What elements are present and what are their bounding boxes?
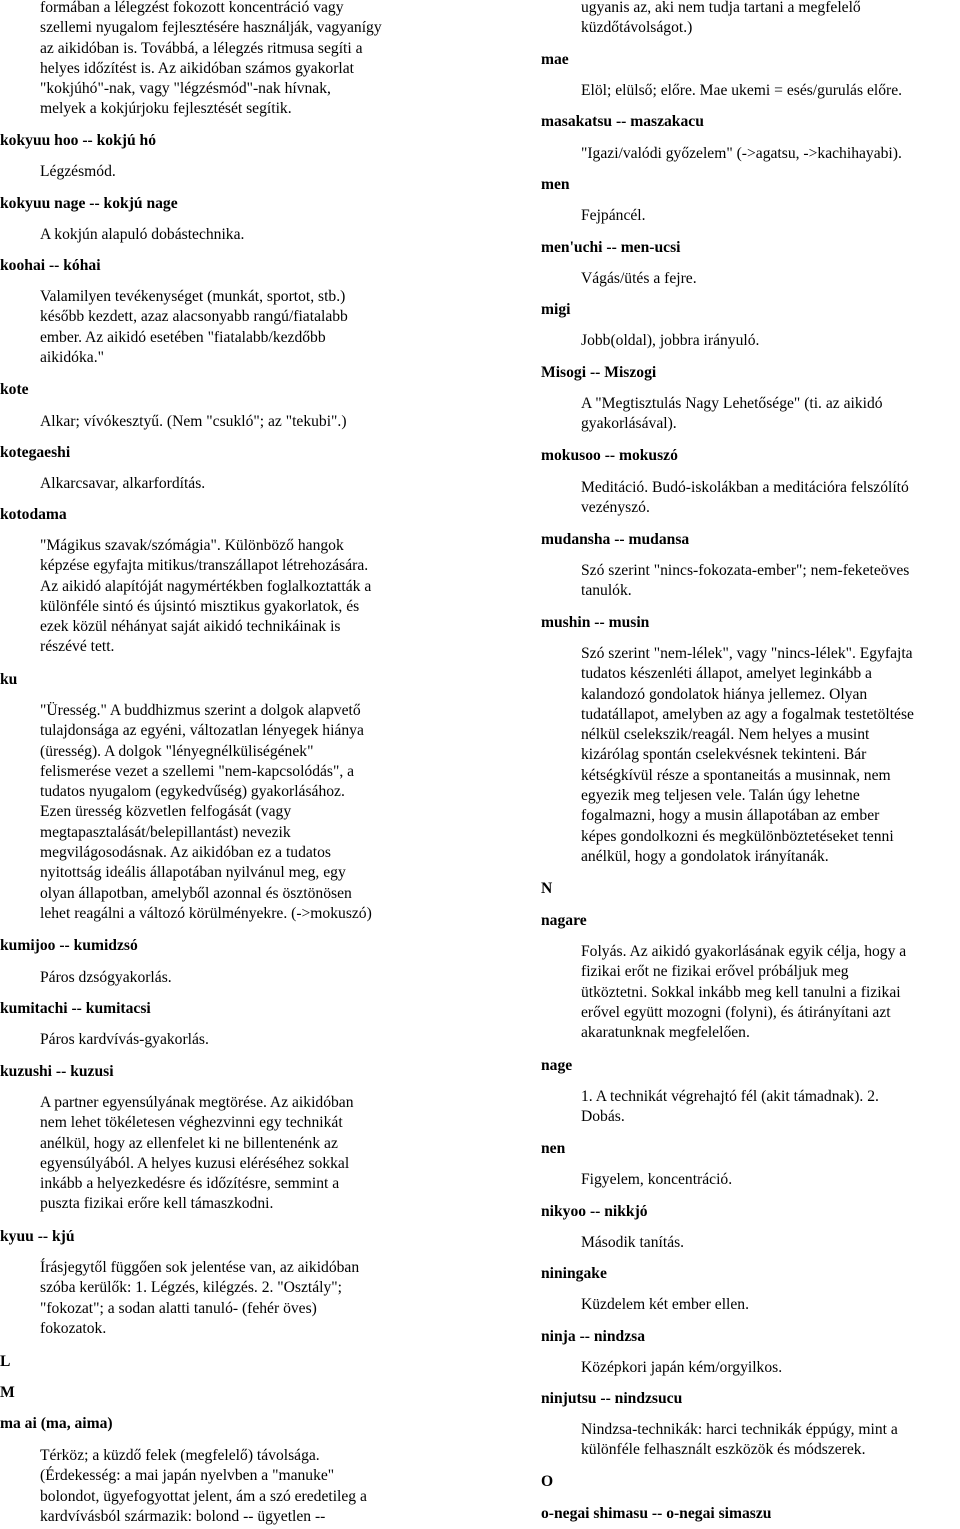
- term-kotegaeshi: kotegaeshi: [0, 444, 71, 461]
- term-mudansha: mudansha -- mudansa: [541, 531, 690, 548]
- term-nagare: nagare: [541, 912, 587, 929]
- section-letter-l: L: [0, 1353, 11, 1370]
- intro-paragraph: formában a lélegzést fokozott koncentráció vagy szellemi nyugalom fejlesztésére használják, vagyanígy az aikidóban is. Továbbá, a lélegzés ritmusa segíti a helyes időzítést is. Az aikidóban számos gyakorlat "kokjúhó"-nak, vagy "légzésmód"-nak hívnak, melyek a kokjúrjoku fejlesztését segítik.: [40, 0, 382, 118]
- definition-kumitachi: Páros kardvívás-gyakorlás.: [40, 1031, 209, 1048]
- definition-men: Fejpáncél.: [581, 207, 646, 224]
- definition-koohai: Valamilyen tevékenységet (munkát, sportot, stb.) később kezdett, azaz alacsonyabb rangú/fiatalabb ember. Az aikidó esetében "fiatalabb/kezdőbb aikidóka.": [40, 288, 348, 366]
- definition-nen: Figyelem, koncentráció.: [581, 1171, 733, 1188]
- term-migi: migi: [541, 301, 571, 318]
- definition-kumijoo: Páros dzsógyakorlás.: [40, 969, 172, 986]
- definition-mokusoo: Meditáció. Budó-iskolákban a meditációra felszólító vezényszó.: [581, 479, 909, 517]
- section-letter-m: M: [0, 1384, 15, 1401]
- definition-ninjutsu: Nindzsa-technikák: harci technikák éppúgy, mint a különféle felhasznált eszközök és módszerek.: [581, 1421, 898, 1459]
- term-mushin: mushin -- musin: [541, 614, 650, 631]
- definition-nage: 1. A technikát végrehajtó fél (akit támadnak). 2. Dobás.: [581, 1088, 879, 1126]
- term-kuzushi: kuzushi -- kuzusi: [0, 1063, 114, 1080]
- definition-ninja: Középkori japán kém/orgyilkos.: [581, 1359, 783, 1376]
- definition-nagare: Folyás. Az aikidó gyakorlásának egyik célja, hogy a fizikai erőt ne fizikai erővel próbáljuk meg ütköztetni. Sokkal inkább meg kell tanulni a fizikai erővel együtt mozogni (folyni), és átirányítani azt akaratunknak megfelelően.: [581, 943, 907, 1042]
- section-letter-n: N: [541, 880, 553, 897]
- definition-mae: Elöl; elülső; előre. Mae ukemi = esés/gurulás előre.: [581, 82, 903, 99]
- definition-kotegaeshi: Alkarcsavar, alkarfordítás.: [40, 475, 206, 492]
- term-ma-ai: ma ai (ma, aima): [0, 1415, 113, 1432]
- definition-kuzushi: A partner egyensúlyának megtörése. Az aikidóban nem lehet tökéletesen véghezvinni egy technikát anélkül, hogy az ellenfelet ki ne billentenénk az egyensúlyából. A helyes kuzusi eléréséhez sokkal inkább a helyezkedésre és időzítésre, semmint a puszta fizikai erőre kell támaszkodni.: [40, 1094, 354, 1213]
- term-o-negai-shimasu: o-negai shimasu -- o-negai simaszu: [541, 1505, 772, 1522]
- term-kyuu: kyuu -- kjú: [0, 1228, 75, 1245]
- term-ninjutsu: ninjutsu -- nindzsucu: [541, 1390, 683, 1407]
- term-masakatsu: masakatsu -- maszakacu: [541, 113, 704, 130]
- definition-migi: Jobb(oldal), jobbra irányuló.: [581, 332, 760, 349]
- term-misogi: Misogi -- Miszogi: [541, 364, 657, 381]
- term-mae: mae: [541, 51, 569, 68]
- term-nage: nage: [541, 1057, 573, 1074]
- definition-kotodama: "Mágikus szavak/szómágia". Különböző hangok képzése egyfajta mitikus/transzállapot létrehozására. Az aikidó alapítóját nagymértékben foglalkoztatták a különféle sintó és újsintó misztikus gyakorlatok, és ezek közül néhányat saját aikidó technikáinak is részévé tett.: [40, 537, 372, 656]
- definition-ma-ai: Térköz; a küzdő felek (megfelelő) távolsága. (Érdekesség: a mai japán nyelvben a "manuke" bolondot, ügyefogyottat jelent, ám a szó eredetileg a kardvívásból származik: bolond -- ügyetlen --: [40, 1447, 367, 1525]
- term-nen: nen: [541, 1140, 566, 1157]
- term-kokyuu-nage: kokyuu nage -- kokjú nage: [0, 195, 178, 212]
- term-ninja: ninja -- nindzsa: [541, 1328, 645, 1345]
- definition-misogi: A "Megtisztulás Nagy Lehetősége" (ti. az aikidó gyakorlásával).: [581, 395, 883, 433]
- term-kote: kote: [0, 381, 29, 398]
- term-kokyuu-hoo: kokyuu hoo -- kokjú hó: [0, 132, 157, 149]
- term-niningake: niningake: [541, 1265, 607, 1282]
- definition-niningake: Küzdelem két ember ellen.: [581, 1296, 749, 1313]
- term-men-uchi: men'uchi -- men-ucsi: [541, 239, 681, 256]
- term-men: men: [541, 176, 570, 193]
- definition-men-uchi: Vágás/ütés a fejre.: [581, 270, 697, 287]
- term-kumijoo: kumijoo -- kumidzsó: [0, 937, 138, 954]
- definition-ku: "Üresség." A buddhizmus szerint a dolgok alapvető tulajdonsága az egyéni, változatlan lényegek hiánya (üresség). A dolgok "lényegnélküliségének" felismerése vezet a szellemi "nem-kapcsolódás", a tudatos nyugalom (egykedvűség) gyakorlásához. Ezen üresség közvetlen felfogását (vagy megtapasztalását/belepillantást) nevezik megvilágosodásnak. Az aikidóban ez a tudatos nyitottság ideális állapotában nyilvánul meg, egy olyan állapotban, amelyből azonnal és ösztönösen lehet reagálni a változó körülményekre. (->mokuszó): [40, 702, 372, 922]
- definition-mushin: Szó szerint "nem-lélek", vagy "nincs-lélek". Egyfajta tudatos készenléti állapot, amelyet leginkább a kalandozó gondolatok hiánya jellemez. Olyan tudatállapot, amelyben az agy a fogalmak testetöltése nélkül cselekszik/reagál. Nem helyes a musint kizárólag spontán cselekvésnek tekinteni. Bár kétségkívül része a spontaneitás a musinnak, nem egyezik meg teljesen vele. Talán úgy lehetne fogalmazni, hogy a musin állapotában az ember képes gondolkozni és megkülönböztetéseket tenni anélkül, hogy a gondolatok irányítanák.: [581, 645, 914, 865]
- definition-masakatsu: "Igazi/valódi győzelem" (->agatsu, ->kachihayabi).: [581, 145, 902, 162]
- definition-kote: Alkar; vívókesztyű. (Nem "csukló"; az "tekubi".): [40, 413, 347, 430]
- definition-kokyuu-hoo: Légzésmód.: [40, 163, 116, 180]
- definition-mudansha: Szó szerint "nincs-fokozata-ember"; nem-feketeöves tanulók.: [581, 562, 910, 600]
- definition-kyuu: Írásjegytől függően sok jelentése van, az aikidóban szóba kerülők: 1. Légzés, kilégzés. 2. "Osztály"; "fokozat"; a sodan alatti tanuló- (fehér öves) fokozatok.: [40, 1259, 360, 1337]
- continuation-paragraph: ugyanis az, aki nem tudja tartani a megfelelő küzdőtávolságot.): [581, 0, 861, 37]
- section-letter-o: O: [541, 1473, 554, 1490]
- definition-nikyoo: Második tanítás.: [581, 1234, 685, 1251]
- term-ku: ku: [0, 671, 18, 688]
- definition-kokyuu-nage: A kokjún alapuló dobástechnika.: [40, 226, 245, 243]
- term-kotodama: kotodama: [0, 506, 67, 523]
- term-kumitachi: kumitachi -- kumitacsi: [0, 1000, 151, 1017]
- term-koohai: koohai -- kóhai: [0, 257, 101, 274]
- term-nikyoo: nikyoo -- nikkjó: [541, 1203, 648, 1220]
- term-mokusoo: mokusoo -- mokuszó: [541, 447, 678, 464]
